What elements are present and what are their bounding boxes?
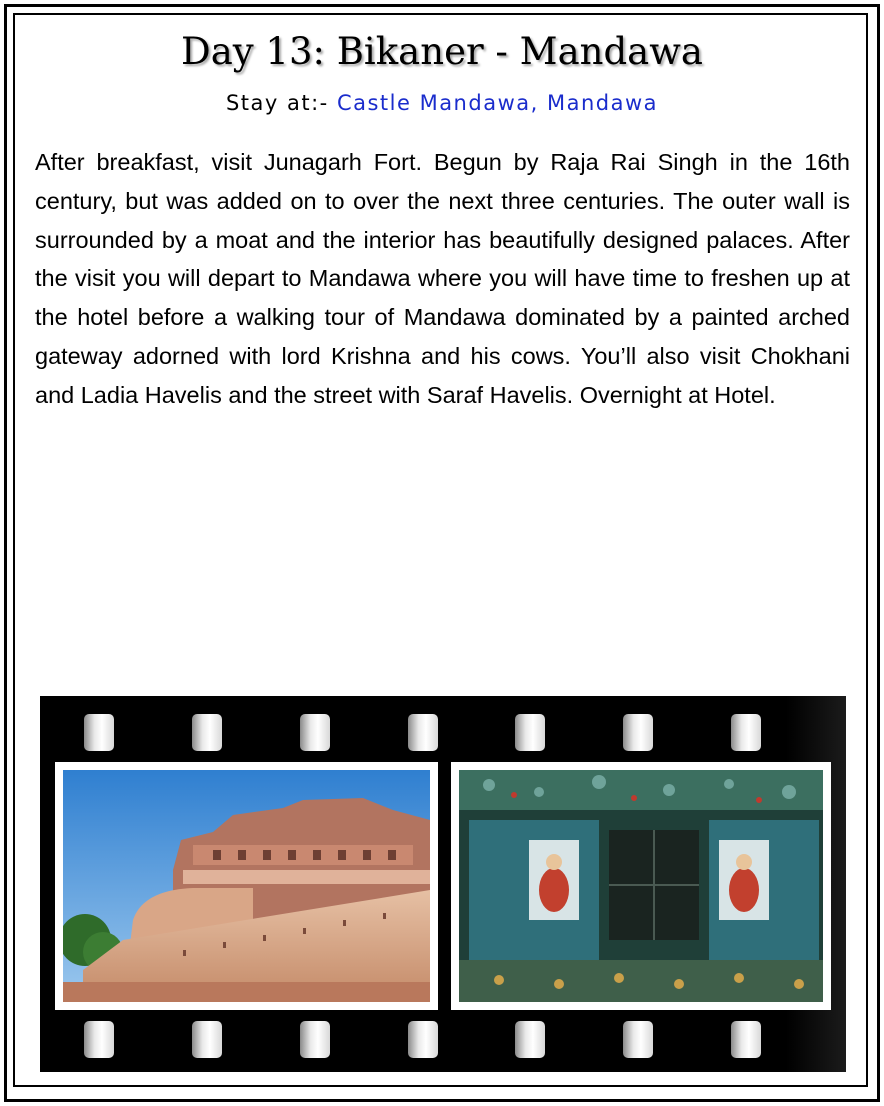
fort-photo: [55, 762, 438, 1010]
film-perforation: [408, 714, 438, 751]
stay-label: Stay at:-: [225, 91, 337, 115]
film-perforation: [300, 1021, 330, 1058]
film-perforation: [731, 714, 761, 751]
film-perforation: [515, 1021, 545, 1058]
film-perforation: [84, 1021, 114, 1058]
film-perforation: [408, 1021, 438, 1058]
film-perforation: [731, 1021, 761, 1058]
film-perforation: [192, 714, 222, 751]
film-perforation: [623, 1021, 653, 1058]
film-perforation: [623, 714, 653, 751]
stay-line: [0, 91, 884, 115]
painted-interior-image: [459, 770, 823, 1002]
fort-photo-image: [63, 770, 430, 1002]
day-description: After breakfast, visit Junagarh Fort. Begun by Raja Rai Singh in the 16th century, but was added on to over the next three centuries. The outer wall is surrounded by a moat and the interior has beautifully designed palaces. After the visit you will depart to Mandawa where you will have time to freshen up at the hotel before a walking tour of Mandawa dominated by a painted arched gateway adorned with lord Krishna and his cows. You’ll also visit Chokhani and Ladia Havelis and the street with Saraf Havelis. Overnight at Hotel.: [35, 149, 850, 408]
page-title: Day 13: Bikaner - Mandawa: [181, 30, 703, 73]
film-perforation: [192, 1021, 222, 1058]
hotel-name: Castle Mandawa, Mandawa: [336, 91, 659, 115]
film-strip: [40, 696, 846, 1072]
film-perforation: [84, 714, 114, 751]
film-perforation: [515, 714, 545, 751]
film-perforation: [300, 714, 330, 751]
painted-interior-photo: [451, 762, 831, 1010]
